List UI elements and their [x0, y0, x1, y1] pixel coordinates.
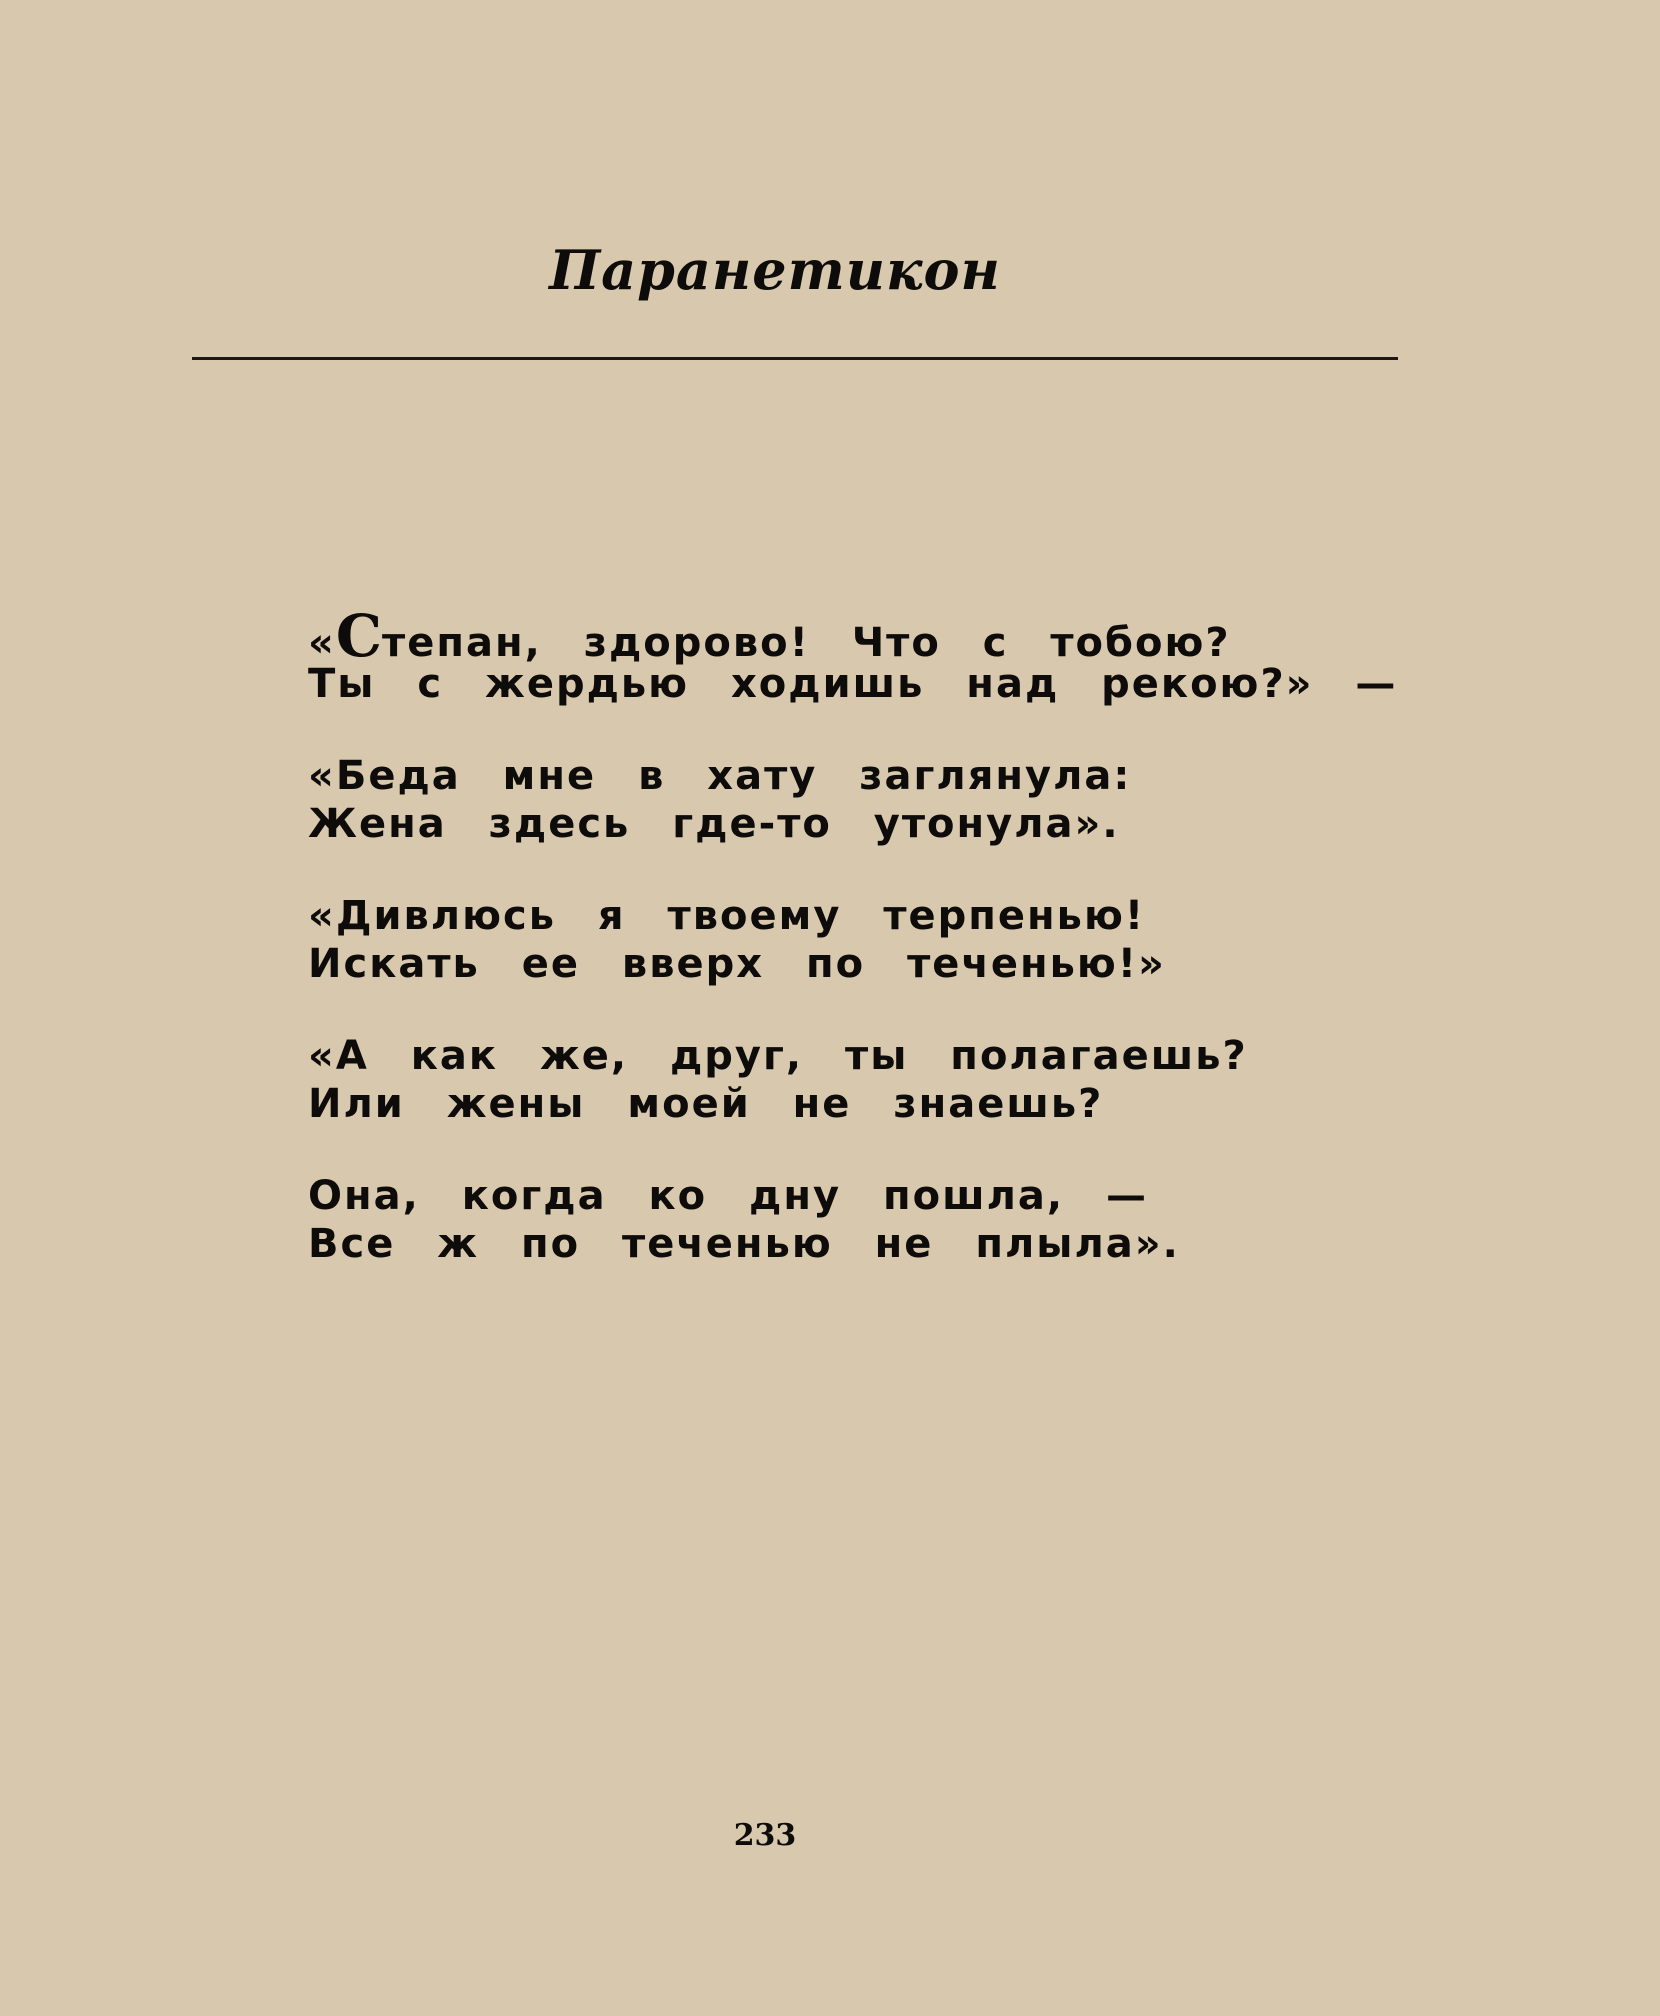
- poem-line: Искать ее вверх по теченью!»: [308, 941, 1166, 987]
- stanza-3: [308, 892, 1458, 988]
- poem-line: Ты с жердью ходишь над рекою?» —: [308, 661, 1398, 707]
- poem-line: Жена здесь где-то утонула».: [308, 801, 1120, 847]
- opening-quote: «: [308, 620, 336, 666]
- page-number: 233: [733, 1818, 797, 1853]
- poem-line: «Дивлюсь я твоему терпенью!: [308, 893, 1146, 939]
- poem-line: «Беда мне в хату заглянула:: [308, 753, 1132, 799]
- poem-body: [308, 602, 1458, 1312]
- drop-initial-letter: С: [335, 602, 383, 670]
- title-rule-divider: [192, 357, 1398, 360]
- poem-line: Или жены моей не знаешь?: [308, 1081, 1104, 1127]
- poem-line: «А как же, друг, ты полагаешь?: [308, 1033, 1248, 1079]
- stanza-2: [308, 752, 1458, 848]
- stanza-1: [308, 602, 1458, 708]
- stanza-5: [308, 1172, 1458, 1268]
- poem-line: [308, 602, 1458, 670]
- poem-line: Она, когда ко дну пошла, —: [308, 1173, 1149, 1219]
- line-text: тепан, здорово! Что с тобою?: [382, 620, 1231, 666]
- stanza-4: [308, 1032, 1458, 1128]
- poem-line: Все ж по теченью не плыла».: [308, 1221, 1180, 1267]
- poem-title: Паранетикон: [549, 238, 1001, 302]
